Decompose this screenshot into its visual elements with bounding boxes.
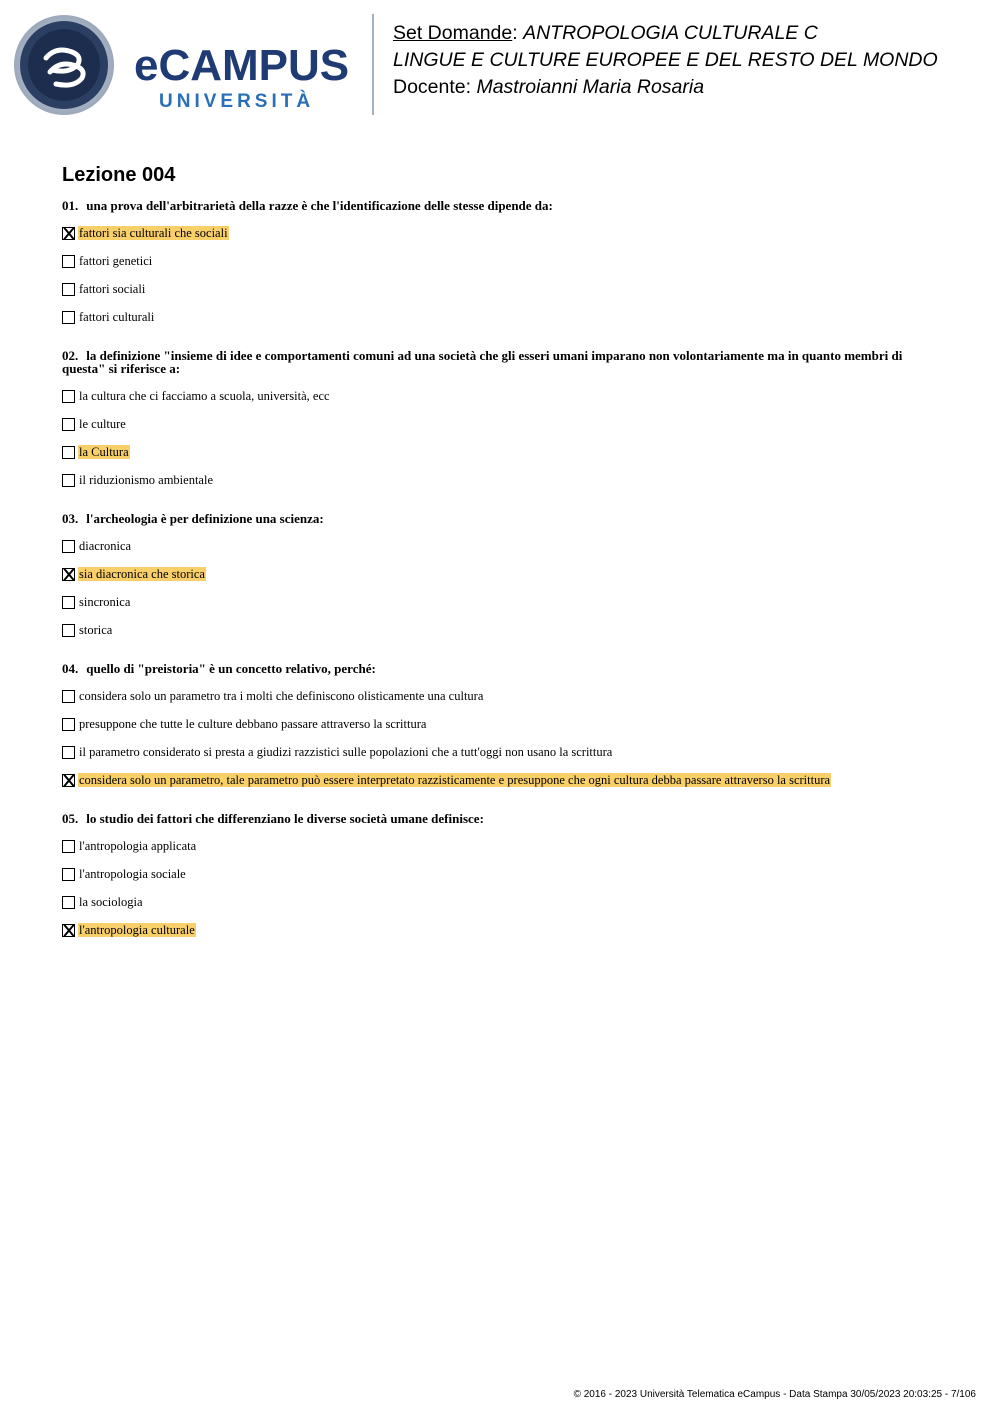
question-05 [62, 812, 942, 939]
checkbox[interactable] [62, 868, 75, 881]
question-01 [62, 199, 942, 326]
option-text: l'antropologia sociale [79, 867, 186, 881]
answer-option[interactable] [62, 893, 942, 911]
checkbox[interactable] [62, 596, 75, 609]
checkbox[interactable] [62, 418, 75, 431]
header-info [393, 20, 938, 101]
answer-option[interactable] [62, 715, 942, 733]
option-text: fattori sia culturali che sociali [79, 226, 228, 240]
answer-option[interactable] [62, 537, 942, 555]
checkbox[interactable] [62, 390, 75, 403]
docente-label: Docente: [393, 76, 477, 98]
option-text: l'antropologia culturale [79, 923, 195, 937]
checkbox[interactable] [62, 540, 75, 553]
answer-option[interactable] [62, 687, 942, 705]
option-text: considera solo un parametro, tale parametro può essere interpretato razzisticamente e presuppone che ogni cultura debba passare attraverso la scrittura [79, 773, 831, 787]
question-text [62, 812, 942, 825]
question-prompt: l'archeologia è per definizione una scienza: [86, 511, 324, 526]
header-divider [372, 14, 374, 115]
option-text: fattori sociali [79, 282, 146, 296]
answer-option[interactable] [62, 593, 942, 611]
question-number: 03. [62, 511, 79, 526]
question-text [62, 512, 942, 525]
option-text: storica [79, 623, 113, 637]
option-text: considera solo un parametro tra i molti che definiscono olisticamente una cultura [79, 689, 484, 703]
docente-line [393, 74, 938, 101]
question-number: 02. [62, 348, 79, 363]
option-text: diacronica [79, 539, 132, 553]
lesson-title: Lezione 004 [62, 164, 176, 186]
checkbox[interactable] [62, 718, 75, 731]
checkbox-checked[interactable] [62, 568, 75, 581]
course-title: LINGUE E CULTURE EUROPEE E DEL RESTO DEL MONDO [393, 49, 938, 71]
checkbox[interactable] [62, 840, 75, 853]
checkbox-checked[interactable] [62, 227, 75, 240]
answer-option[interactable] [62, 921, 942, 939]
checkbox[interactable] [62, 283, 75, 296]
option-text: presuppone che tutte le culture debbano passare attraverso la scrittura [79, 717, 427, 731]
question-02 [62, 349, 942, 489]
questions-content [62, 162, 942, 962]
question-text [62, 349, 942, 375]
logo-wordmark: eCAMPUS [134, 41, 350, 90]
answer-option[interactable] [62, 415, 942, 433]
option-text: il parametro considerato si presta a giudizi razzistici sulle popolazioni che a tutt'oggi non usano la scrittura [79, 745, 613, 759]
answer-option[interactable] [62, 224, 942, 242]
checkbox-checked[interactable] [62, 924, 75, 937]
answer-option[interactable] [62, 743, 942, 761]
checkbox[interactable] [62, 474, 75, 487]
answer-option[interactable] [62, 280, 942, 298]
set-title: ANTROPOLOGIA CULTURALE C [523, 22, 818, 44]
answer-option[interactable] [62, 387, 942, 405]
answer-option[interactable] [62, 621, 942, 639]
answer-option[interactable] [62, 865, 942, 883]
option-text: la cultura che ci facciamo a scuola, università, ecc [79, 389, 330, 403]
question-03 [62, 512, 942, 639]
set-separator: : [512, 22, 524, 44]
option-text: le culture [79, 417, 126, 431]
option-text: sia diacronica che storica [79, 567, 205, 581]
logo-subtitle: UNIVERSITÀ [159, 91, 315, 112]
answer-option[interactable] [62, 471, 942, 489]
question-text [62, 199, 942, 212]
question-number: 05. [62, 811, 79, 826]
checkbox[interactable] [62, 311, 75, 324]
option-text: sincronica [79, 595, 131, 609]
checkbox[interactable] [62, 746, 75, 759]
checkbox-checked[interactable] [62, 774, 75, 787]
set-line [393, 20, 938, 47]
page-header [0, 0, 1000, 130]
answer-option[interactable] [62, 565, 942, 583]
option-text: la sociologia [79, 895, 143, 909]
answer-option[interactable] [62, 252, 942, 270]
option-text: la Cultura [79, 445, 129, 459]
checkbox[interactable] [62, 690, 75, 703]
question-prompt: una prova dell'arbitrarietà della razze è che l'identificazione delle stesse dipende da: [86, 198, 553, 213]
set-label: Set Domande [393, 22, 513, 44]
docente-name: Mastroianni Maria Rosaria [476, 76, 705, 98]
checkbox[interactable] [62, 446, 75, 459]
checkbox[interactable] [62, 896, 75, 909]
option-text: fattori genetici [79, 254, 153, 268]
checkbox[interactable] [62, 255, 75, 268]
question-number: 04. [62, 661, 79, 676]
question-04 [62, 662, 942, 789]
option-text: il riduzionismo ambientale [79, 473, 213, 487]
answer-option[interactable] [62, 443, 942, 461]
course-line [393, 47, 938, 74]
question-number: 01. [62, 198, 79, 213]
ecampus-logo [14, 14, 359, 116]
question-prompt: la definizione "insieme di idee e comportamenti comuni ad una società che gli esseri umani imparano non volontariamente ma in quanto membri di questa" si riferisce a: [62, 348, 903, 376]
checkbox[interactable] [62, 624, 75, 637]
answer-option[interactable] [62, 771, 942, 789]
answer-option[interactable] [62, 837, 942, 855]
answer-option[interactable] [62, 308, 942, 326]
option-text: l'antropologia applicata [79, 839, 197, 853]
question-prompt: quello di "preistoria" è un concetto relativo, perché: [86, 661, 376, 676]
question-text [62, 662, 942, 675]
option-text: fattori culturali [79, 310, 155, 324]
question-prompt: lo studio dei fattori che differenziano le diverse società umane definisce: [86, 811, 484, 826]
page-footer: © 2016 - 2023 Università Telematica eCampus - Data Stampa 30/05/2023 20:03:25 - 7/106 [573, 1389, 976, 1400]
